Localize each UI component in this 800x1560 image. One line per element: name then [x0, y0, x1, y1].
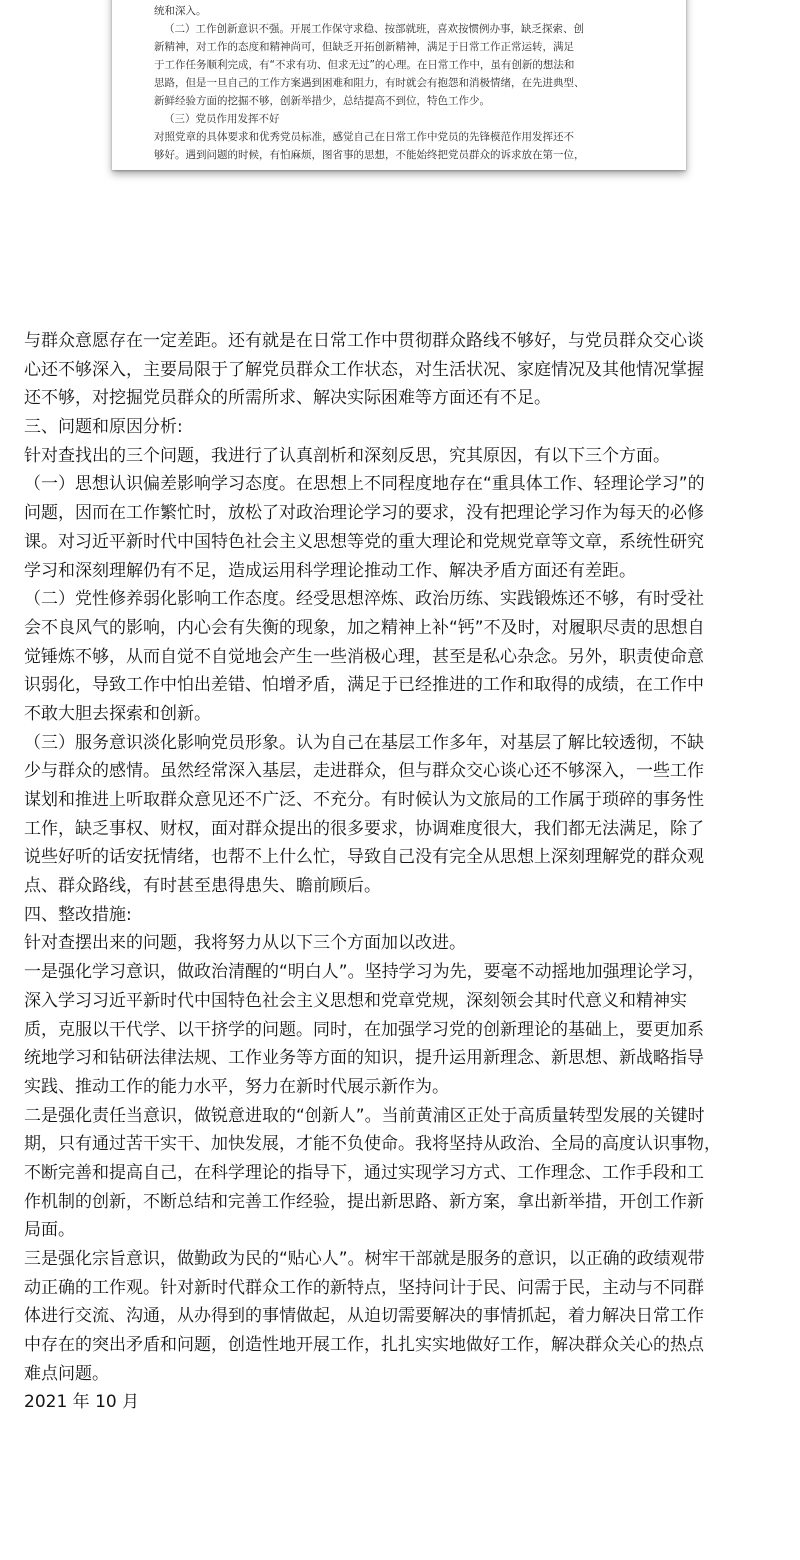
body-line: 质，克服以干代学、以干挤学的问题。同时，在加强学习党的创新理论的基础上，要更加系	[24, 1019, 704, 1040]
document-body	[24, 327, 780, 1417]
body-line: 觉锤炼不够，从而自觉不自觉地会产生一些消极心理，甚至是私心杂念。另外，职责使命意	[24, 646, 704, 667]
body-line: 还不够，对挖掘党员群众的所需所求、解决实际困难等方面还有不足。	[24, 388, 551, 409]
body-line: 深入学习习近平新时代中国特色社会主义思想和党章党规，深刻领会其时代意义和精神实	[24, 990, 687, 1011]
preview-text	[112, 0, 686, 164]
body-line: 说些好听的话安抚情绪，也帮不上什么忙，导致自己没有完全从思想上深刻理解党的群众观	[24, 847, 704, 868]
body-line: 谋划和推进上听取群众意见还不广泛、不充分。有时候认为文旅局的工作属于琐碎的事务性	[24, 790, 704, 810]
body-line: 作机制的创新，不断总结和完善工作经验，提出新思路、新方案，拿出新举措，开创工作新	[24, 1191, 704, 1212]
preview-line: 新精神，对工作的态度和精神尚可，但缺乏开拓创新精神，满足于日常工作正常运转，满足	[154, 41, 574, 53]
preview-line: 于工作任务顺利完成，有“不求有功、但求无过”的心理。在日常工作中，虽有创新的想法和	[154, 59, 575, 71]
body-line: 心还不够深入，主要局限于了解党员群众工作状态，对生活状况、家庭情况及其他情况掌握	[24, 359, 704, 380]
body-line: 局面。	[24, 1220, 75, 1241]
preview-line: 新鲜经验方面的挖掘不够，创新举措少，总结提高不到位，特色工作少。	[154, 95, 490, 107]
body-line: 实践、推动工作的能力水平，努力在新时代展示新作为。	[24, 1076, 449, 1097]
preview-line: （二）工作创新意识不强。开展工作保守求稳、按部就班，喜欢按惯例办事，缺乏探索、创	[164, 23, 584, 35]
body-line: （二）党性修养弱化影响工作态度。经受思想淬炼、政治历练、实践锻炼还不够，有时受社	[24, 589, 704, 610]
body-line: 2021 年 10 月	[24, 1392, 140, 1413]
body-line: 问题，因而在工作繁忙时，放松了对政治理论学习的要求，没有把理论学习作为每天的必修	[24, 503, 704, 524]
body-line: 二是强化责任当意识，做锐意进取的“创新人”。当前黄浦区正处于高质量转型发展的关键时	[24, 1105, 705, 1126]
body-line: 会不良风气的影响，内心会有失衡的现象，加之精神上补“钙”不及时，对履职尽责的思想自	[24, 617, 705, 638]
body-line: （三）服务意识淡化影响党员形象。认为自己在基层工作多年，对基层了解比较透彻，不缺	[24, 732, 704, 753]
body-line: （一）思想认识偏差影响学习态度。在思想上不同程度地存在“重具体工作、轻理论学习”的	[24, 474, 705, 495]
body-line: 中存在的突出矛盾和问题，创造性地开展工作，扎扎实实地做好工作，解决群众关心的热点	[24, 1335, 704, 1356]
body-line: 难点问题。	[24, 1363, 109, 1384]
body-line: 三、问题和原因分析:	[24, 417, 183, 438]
body-line: 一是强化学习意识，做政治清醒的“明白人”。坚持学习为先，要毫不动摇地加强理论学习，	[24, 962, 705, 983]
body-line: 点、群众路线，有时甚至患得患失、瞻前顾后。	[24, 876, 381, 897]
body-line: 动正确的工作观。针对新时代群众工作的新特点，坚持问计于民、问需于民，主动与不同群	[24, 1277, 704, 1298]
body-line: 与群众意愿存在一定差距。还有就是在日常工作中贯彻群众路线不够好，与党员群众交心谈	[24, 331, 704, 351]
body-line: 学习和深刻理解仍有不足，造成运用科学理论推动工作、解决矛盾方面还有差距。	[24, 560, 636, 581]
preview-line: 统和深入。	[154, 5, 207, 17]
body-line: 工作，缺乏事权、财权，面对群众提出的很多要求，协调难度很大，我们都无法满足，除了	[24, 818, 704, 839]
body-line: 不敢大胆去探索和创新。	[24, 703, 211, 724]
body-line: 三是强化宗旨意识，做勤政为民的“贴心人”。树牢干部就是服务的意识，以正确的政绩观带	[24, 1249, 705, 1269]
body-line: 体进行交流、沟通，从办得到的事情做起，从迫切需要解决的事情抓起，着力解决日常工作	[24, 1306, 704, 1327]
preview-line: 够好。遇到问题的时候，有怕麻烦，图省事的思想，不能始终把党员群众的诉求放在第一位，	[154, 149, 585, 161]
preview-line: 对照党章的具体要求和优秀党员标准，感觉自己在日常工作中党员的先锋模范作用发挥还不	[154, 131, 574, 143]
body-line: 课。对习近平新时代中国特色社会主义思想等党的重大理论和党规党章等文章，系统性研究	[24, 531, 704, 552]
body-line: 针对查找出的三个问题，我进行了认真剖析和深刻反思，究其原因，有以下三个方面。	[24, 445, 670, 466]
body-line: 不断完善和提高自己，在科学理论的指导下，通过实现学习方式、工作理念、工作手段和工	[24, 1162, 704, 1183]
body-line: 识弱化，导致工作中怕出差错、怕增矛盾，满足于已经推进的工作和取得的成绩，在工作中	[24, 675, 704, 696]
document-preview-card	[112, 0, 686, 170]
body-line: 针对查摆出来的问题，我将努力从以下三个方面加以改进。	[24, 933, 466, 954]
preview-line: （三）党员作用发挥不好	[164, 113, 280, 125]
body-line: 期，只有通过苦干实干、加快发展，才能不负使命。我将坚持从政治、全局的高度认识事物，	[24, 1134, 721, 1155]
body-line: 少与群众的感情。虽然经常深入基层，走进群众，但与群众交心谈心还不够深入，一些工作	[24, 761, 704, 782]
preview-line: 思路，但是一旦自己的工作方案遇到困难和阻力，有时就会有抱怨和消极情绪，在先进典型、	[154, 77, 585, 89]
body-line: 四、整改措施:	[24, 904, 132, 925]
body-line: 统地学习和钻研法律法规、工作业务等方面的知识，提升运用新理念、新思想、新战略指导	[24, 1048, 704, 1069]
